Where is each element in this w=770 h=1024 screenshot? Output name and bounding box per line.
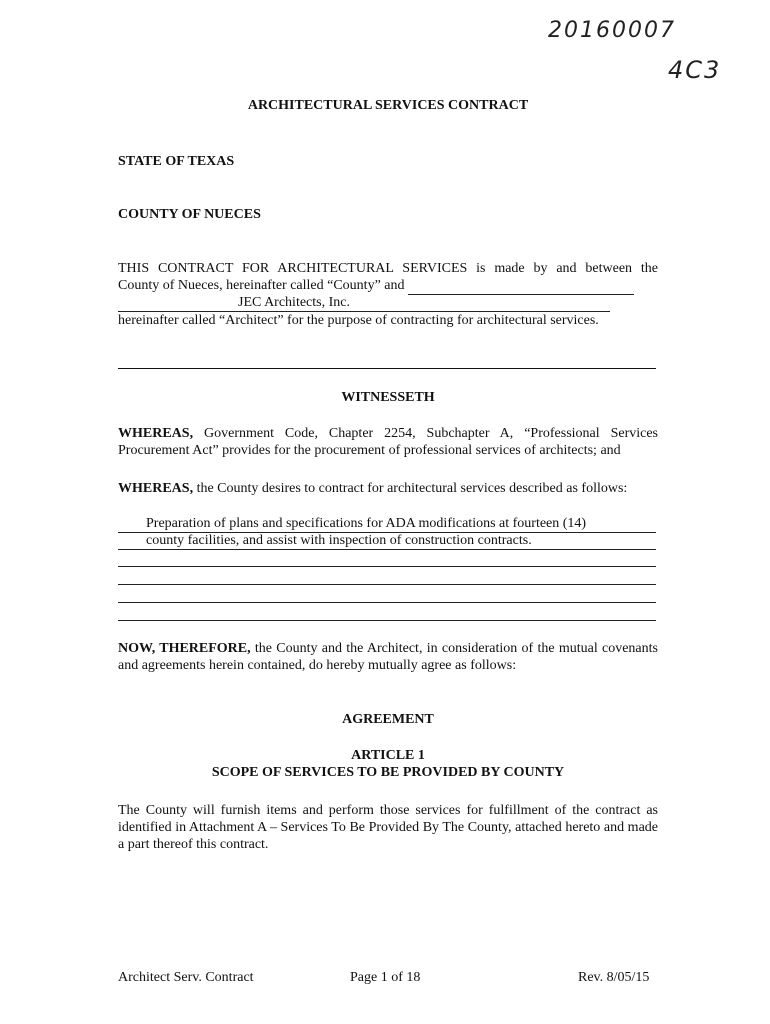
intro-line-1: THIS CONTRACT FOR ARCHITECTURAL SERVICES is made by and between the xyxy=(118,261,658,276)
intro-architect-line xyxy=(118,294,610,312)
witnesseth-heading: WITNESSETH xyxy=(341,390,435,405)
whereas-1-text: Government Code, Chapter 2254, Subchapter A, “Professional Services Procurement Act” provides for the procurement of professional services of architects; and xyxy=(118,426,658,458)
article-number: ARTICLE 1 xyxy=(351,748,425,763)
whereas-2-lead: WHEREAS, xyxy=(118,481,194,496)
description-text-2: county facilities, and assist with inspection of construction contracts. xyxy=(146,533,532,548)
therefore-paragraph xyxy=(118,640,658,674)
intro-blank-1 xyxy=(408,277,634,295)
footer-revision: Rev. 8/05/15 xyxy=(578,970,650,985)
handwritten-number: 20160007 xyxy=(548,18,676,43)
blank-line-2 xyxy=(118,584,656,585)
whereas-paragraph-2 xyxy=(118,480,658,497)
blank-line-1 xyxy=(118,566,656,567)
article-body: The County will furnish items and perform those services for fulfillment of the contract as identified in Attachment A – Services To Be Provided By The County, attached hereto and made a part thereof this contract. xyxy=(118,803,658,852)
therefore-lead: NOW, THEREFORE, xyxy=(118,641,251,656)
blank-line-3 xyxy=(118,602,656,603)
intro-line-2-text: County of Nueces, hereinafter called “County” and xyxy=(118,278,405,293)
footer-page-number: Page 1 of 18 xyxy=(350,970,421,985)
section-divider xyxy=(118,368,656,369)
whereas-paragraph-1 xyxy=(118,425,658,459)
handwritten-code: 4C3 xyxy=(668,56,722,84)
architect-name: JEC Architects, Inc. xyxy=(238,295,350,310)
intro-line-4: hereinafter called “Architect” for the purpose of contracting for architectural services. xyxy=(118,313,599,328)
description-line-2 xyxy=(118,532,656,550)
whereas-2-text: the County desires to contract for architectural services described as follows: xyxy=(193,481,628,496)
article-title: SCOPE OF SERVICES TO BE PROVIDED BY COUNTY xyxy=(211,765,565,780)
whereas-1-lead: WHEREAS, xyxy=(118,426,194,441)
description-text-1: Preparation of plans and specifications for ADA modifications at fourteen (14) xyxy=(146,516,587,531)
footer-left: Architect Serv. Contract xyxy=(118,970,254,985)
state-heading: STATE OF TEXAS xyxy=(118,154,235,169)
intro-line-2 xyxy=(118,277,634,295)
therefore-text: the County and the Architect, in consideration of the mutual covenants and agreements herein contained, do hereby mutually agree as follows: xyxy=(118,641,658,673)
agreement-heading: AGREEMENT xyxy=(342,712,434,727)
description-line-1 xyxy=(118,515,656,533)
document-title: ARCHITECTURAL SERVICES CONTRACT xyxy=(247,98,529,113)
county-heading: COUNTY OF NUECES xyxy=(118,207,261,222)
blank-line-4 xyxy=(118,620,656,621)
